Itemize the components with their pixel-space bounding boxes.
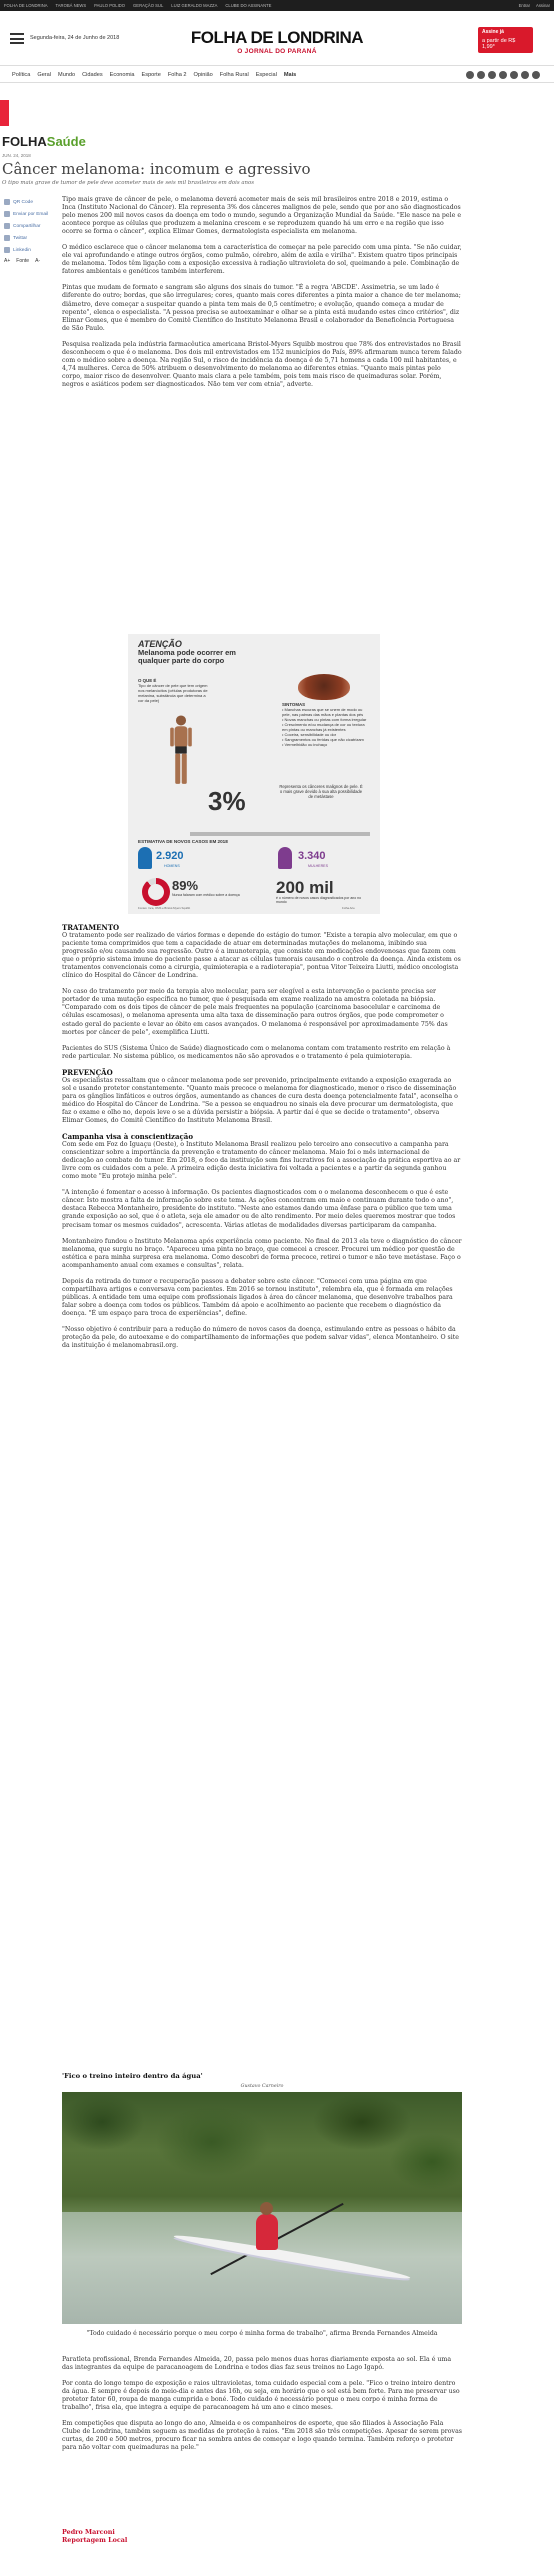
men-cases-value: 2.920 bbox=[156, 850, 184, 862]
site-logo[interactable]: FOLHA DE LONDRINA bbox=[190, 28, 364, 47]
nav-item-politica[interactable]: Política bbox=[12, 71, 31, 78]
nav-item-cidades[interactable]: Cidades bbox=[82, 71, 103, 78]
font-label: Fonte bbox=[16, 258, 30, 264]
skin-cancer-share-note: Representa os cânceres malignos de pele. É o mais grave devido à sua alta possibilidade de metástase bbox=[279, 784, 363, 799]
melanoma-infographic bbox=[128, 634, 380, 914]
share-linkedin[interactable] bbox=[4, 244, 54, 256]
skin-lesion-illustration bbox=[298, 674, 350, 700]
youtube-icon[interactable] bbox=[510, 71, 518, 79]
what-is-text: Tipo de câncer de pele que tem origem nos melanócitos (células produtoras de melanina, substância que determina a cor da pele) bbox=[138, 683, 208, 703]
symptom-item: • Sangramentos ou feridas que não cicatrizam bbox=[282, 737, 364, 742]
masthead bbox=[0, 11, 554, 66]
symptom-item: • Manchas escuras que se unem de modo ou pele, nas palmas das mãos e plantas dos pés bbox=[282, 707, 364, 717]
photo-caption: "Todo cuidado é necessário porque o meu corpo é minha forma de trabalho", afirma Brenda Fernandes Almeida bbox=[86, 2330, 438, 2337]
what-is-title: O QUE É bbox=[138, 678, 157, 683]
symptoms-title: SINTOMAS bbox=[282, 702, 306, 707]
subscribe-promo-button[interactable] bbox=[478, 27, 533, 53]
facebook-icon bbox=[4, 223, 10, 229]
infographic-title: ATENÇÃO bbox=[138, 639, 182, 649]
section-heading-campanha: Campanha visa à conscientização bbox=[62, 1132, 194, 1142]
topbar-link[interactable]: LUIZ GERALDO MAZZA bbox=[171, 3, 218, 8]
qr-code-icon bbox=[4, 199, 10, 205]
section-logo bbox=[2, 134, 86, 149]
article-body-intro bbox=[62, 196, 462, 397]
section-heading-prevencao: PREVENÇÃO bbox=[62, 1067, 113, 1077]
never-talked-text: Nunca falaram com médico sobre a doença bbox=[172, 893, 240, 897]
human-body-illustration bbox=[166, 714, 196, 786]
article-body-main bbox=[62, 924, 462, 1358]
paragraph: Os especialistas ressaltam que o câncer melanoma pode ser prevenido, principalmente evitando a exposição exagerada ao sol e usando protetor constantemente. "Quanto mais precoce o melanoma for diagnosticado, menor o risco de disseminação para os gânglios linfáticos e outros órgãos, aumentando as chances de cura desta doença potencialmente fatal", aconselha o médico do Hospital do Câncer de Londrina. "Se a pessoa se enquadrou no sinais ela deve procurar um dermatologista, que faz o exame e olho no, depois leve o se a dúvida persistir a biópsia. A partir daí é que se decide o tratamento", observa Elimar Gomes, do Comitê Científico do Instituto Melanoma Brasil. bbox=[62, 1076, 458, 1124]
symptom-item: • Crescimento e/ou mudança de cor ou textura em pintas ou manchas já existentes bbox=[282, 722, 365, 732]
twitter-icon bbox=[4, 235, 10, 241]
top-bar bbox=[0, 0, 554, 11]
infographic-credit: Folha Arte bbox=[342, 906, 355, 910]
social-links bbox=[466, 71, 540, 79]
paragraph: Por conta do longo tempo de exposição e raios ultravioletas, toma cuidado especial com a pele. "Fico o treino inteiro dentro da água. E sempre é depois do meio-dia e antes das 16h, ou seja, em horário que o sol está bem forte. Para me preservar uso protetor fator 60, roupa de manga cumprida e boné. Todo cuidado é necessário porque o meu corpo é minha forma de trabalho", frisa ela, que integra a equipe de paracanoagem há um ano e cinco meses. bbox=[62, 2380, 460, 2412]
paragraph: Montanheiro fundou o Instituto Melanoma após experiência como paciente. No final de 2013 ela teve o diagnóstico do câncer melanoma, que surgiu no braço. "Apareceu uma pinta no braço, que comecei a crescer. Procurei um médico por questão de estética e para minha surpresa era melanoma. Como descobri de forma precoce, retirei o tumor e não teve metástase. Faço o acompanhamento anual com exames e consultas", relata. bbox=[62, 1237, 462, 1269]
whatsapp-icon[interactable] bbox=[466, 71, 474, 79]
site-tagline: O JORNAL DO PARANÁ bbox=[237, 48, 317, 55]
author-name[interactable]: Pedro Marconi bbox=[62, 2528, 115, 2536]
paragraph: No caso do tratamento por meio da terapia alvo molecular, para ser elegível a esta intervenção o paciente precisa ser portador de uma mutação específica no tumor, que é pesquisada em exame realizado na amostra coletada na biópsia. "Comparado com os dois tipos de câncer de pele mais frequentes na população (carcinoma basocelular e carcinoma de células escamosas), o melanoma apresenta uma alta taxa de disseminação para outros órgãos, que pode comprometer o estado geral do paciente e levar ao óbito em casos avançados. O melanoma é responsável por aproximadamente 75% das mortes por câncer de pele", exemplifica Liutti. bbox=[62, 988, 448, 1036]
paragraph: "Nosso objetivo é contribuir para a redução do número de novos casos da doença, estimulando entre as pessoas o hábito da proteção da pele, do autoexame e do compartilhamento de informações que podem salvar vidas", elenca Montanheiro. O site da instituição é melanomabrasil.org. bbox=[62, 1325, 459, 1350]
topbar-link[interactable]: PAULO POLIDO bbox=[94, 3, 126, 8]
font-decrease-button[interactable]: A- bbox=[35, 258, 41, 264]
symptom-item: • Coceira, sensibilidade ou dor bbox=[282, 732, 337, 737]
infographic-symptoms bbox=[282, 702, 370, 747]
male-icon bbox=[138, 847, 152, 869]
author-role: Reportagem Local bbox=[62, 2536, 128, 2544]
share-label: QR Code bbox=[13, 199, 33, 205]
nav-item-folha-rural[interactable]: Folha Rural bbox=[219, 71, 249, 78]
share-twitter[interactable] bbox=[4, 232, 54, 244]
yearly-cases-text: é o número de novos casos diagnosticados por ano no mundo bbox=[276, 896, 362, 905]
paragraph: "A intenção é fomentar o acesso à informação. Os pacientes diagnosticados com o o melanoma desconhecem o que é este câncer. Isto mostra a falta de informação sobre este tema. As ações concentram em maio e continuam durante todo o ano", destaca Rebecca Montanheiro, presidente do instituto. "Neste ano estamos dando uma ênfase para o público que tem uma grande exposição ao sol, que é o atleta, seja ele amador ou de alto rendimento. Por meio deles queremos mostrar que todos precisam tomar os mesmos cuidados", acrescenta. Várias atletas de modalidades diversas participaram da campanha. bbox=[62, 1189, 456, 1229]
symptom-item: • Novas manchas ou pintas com forma irregular bbox=[282, 717, 367, 722]
paragraph: O tratamento pode ser realizado de vários formas e depende do estágio do tumor. "Existe a terapia alvo molecular, em que o paciente toma comprimidos que tem a capacidade de atuar em determinadas mutações do melanoma, inibindo sua progressão e/ou causando sua regressão. Outro é a imunoterapia, que consiste em medicações endovenosas que fazem com que o próprio sistema imune do paciente passe a atacar as células tumorais causando o controle da doença. Ainda existem os tratamentos convencionais como a cirurgia, quimioterapia e a radioterapia", pontua Vitor Teixeira Liutti, médico oncologista clínico do Hospital do Câncer de Londrina. bbox=[62, 932, 461, 980]
article-body-final bbox=[62, 2356, 462, 2460]
current-date: Segunda-feira, 24 de Junho de 2018 bbox=[30, 35, 120, 41]
symptom-item: • Vermelhidão ou inchaço bbox=[282, 742, 328, 747]
nav-item-mundo[interactable]: Mundo bbox=[58, 71, 76, 78]
photo-credit: Gustavo Carneiro bbox=[240, 2084, 284, 2089]
photo-athlete bbox=[256, 2214, 278, 2250]
search-icon[interactable] bbox=[532, 71, 540, 79]
photo-section-title: 'Fico o treino inteiro dentro da água' bbox=[62, 2072, 203, 2080]
twitter-icon[interactable] bbox=[488, 71, 496, 79]
share-label: Enviar por Email bbox=[13, 211, 49, 217]
article-headline: Câncer melanoma: incomum e agressivo bbox=[2, 160, 311, 178]
infographic-what-is bbox=[138, 678, 210, 703]
never-talked-pct: 89% bbox=[172, 878, 199, 893]
side-tab[interactable] bbox=[0, 100, 9, 126]
topbar-link[interactable]: FOLHA DE LONDRINA bbox=[4, 3, 48, 8]
nav-item-esporte[interactable]: Esporte bbox=[141, 71, 161, 78]
nav-item-mais[interactable]: Mais bbox=[283, 71, 297, 78]
subscribe-link[interactable]: Assinar bbox=[536, 3, 550, 8]
email-icon bbox=[4, 211, 10, 217]
share-label: Compartilhar bbox=[13, 223, 41, 229]
paragraph: Paratleta profissional, Brenda Fernandes Almeida, 20, passa pelo menos duas horas diariamente exposta ao sol. Ela é uma das integrantes da equipe de paracanoagem de Londrina e todos dias faz seus treinos no Lago Igapó. bbox=[62, 2356, 452, 2372]
article-subhead: O tipo mais grave de tumor de pele deve acometer mais de seis mil brasileiros em dois anos bbox=[2, 180, 255, 186]
nav-item-especial[interactable]: Especial bbox=[255, 71, 277, 78]
men-cases-label: HOMENS bbox=[164, 864, 180, 868]
women-cases-value: 3.340 bbox=[298, 850, 326, 862]
topbar-link[interactable]: TAROBÁ NEWS bbox=[55, 3, 87, 8]
photo-athlete-head bbox=[260, 2202, 273, 2215]
women-cases-label: MULHERES bbox=[308, 864, 328, 868]
font-increase-button[interactable]: A+ bbox=[4, 258, 11, 264]
nav-item-folha2[interactable]: Folha 2 bbox=[167, 71, 187, 78]
section-logo-a: FOLHA bbox=[2, 134, 47, 149]
section-logo-b: Saúde bbox=[46, 134, 86, 149]
yearly-cases-value: 200 mil bbox=[276, 878, 334, 897]
paragraph: Pacientes do SUS (Sistema Único de Saúde) diagnosticado com o melanoma contam com tratamento restrito em relação à rede particular. No sistema público, os medicamentos não são aprovados e o tratamento é pela quimioterapia. bbox=[62, 1044, 451, 1060]
athlete-kayak-photo bbox=[62, 2092, 462, 2324]
rss-icon[interactable] bbox=[521, 71, 529, 79]
login-link[interactable]: Entrar bbox=[518, 3, 531, 8]
nav-item-opiniao[interactable]: Opinião bbox=[193, 71, 213, 78]
percentage-donut bbox=[142, 878, 170, 906]
paragraph: O médico esclarece que o câncer melanoma tem a característica de começar na pele parecido com uma pinta. "Se não cuidar, ele vai aprofundando e atinge outros órgãos, como pulmão, cérebro, além de axila e virilha". Existem quatro tipos principais de melanoma. Todos têm ligação com a exposição excessiva à radiação ultravioleta do sol, queimando a pele. Combinação de fatores ambientais e genéticos também interferem. bbox=[62, 244, 462, 276]
share-sidebar bbox=[4, 196, 54, 266]
paragraph: Depois da retirada do tumor e recuperação passou a debater sobre este câncer. "Comecei com uma página em que compartilhava artigos e conversava com pacientes. Em 2016 se tornou instituto", relembra ela, que é formada em relações públicas. A entidade tem uma equipe com profissionais ligados à área do câncer melanoma, que desenvolve trabalhos para falar sobre a doença com todos os públicos. Também dá apoio e acolhimento ao paciente que recebem o diagnóstico da doença. "É um espaço para troca de experiências", define. bbox=[62, 1277, 453, 1317]
article-byline bbox=[62, 2528, 127, 2544]
linkedin-icon bbox=[4, 247, 10, 253]
estimate-label: ESTIMATIVA DE NOVOS CASOS EM 2018 bbox=[138, 839, 228, 844]
promo-price: a partir de R$ 1,99* bbox=[482, 38, 516, 50]
skin-cancer-share: 3% bbox=[208, 786, 246, 816]
facebook-icon[interactable] bbox=[477, 71, 485, 79]
paragraph: Em competições que disputa ao longo do ano, Almeida e os companheiros de esporte, que são filiados à Associação Fala Clube de Londrina, também seguem as medidas de proteção à raios. "Em 2018 são três competições. Apesar de serem provas curtas, de 200 e 500 metros, procuro ficar na sombra antes de começar e logo quando termina. Também reforço o protetor para não voltar com queimaduras na pele." bbox=[62, 2420, 462, 2452]
paragraph: Com sede em Foz do Iguaçu (Oeste), o Instituto Melanoma Brasil realizou pelo terceiro ano consecutivo a campanha para conscientizar sobre a importância da prevenção e tratamento do câncer melanoma. Maio foi o mês internacional de dedicação ao combate do tumor. Em 2018, o foco da instituição sem fins lucrativos foi a associação da prática esportiva ao ar livre com os cuidados com a pele. A primeira edição desta iniciativa foi voltada a pacientes e a partir da segunda ganhou como mote "Eu protejo minha pele". bbox=[62, 1141, 461, 1181]
nav-item-geral[interactable]: Geral bbox=[37, 71, 52, 78]
section-heading-tratamento: TRATAMENTO bbox=[62, 923, 120, 932]
font-size-control bbox=[4, 256, 54, 266]
promo-title: Assine já bbox=[482, 29, 504, 35]
paragraph: Pesquisa realizada pela indústria farmacêutica americana Bristol-Myers Squibb mostrou que 78% dos entrevistados no Brasil desconhecem o que é o melanoma. Dos dois mil entrevistados em 152 municípios do País, 89% afirmaram nunca terem falado com o médico sobre a doença. Na região Sul, o risco de incidência da doença é de 5,71 homens a cada 100 mil habitantes, e 4,74 mulheres. Cerca de 50% atribuem o desenvolvimento do melanoma ao diferentes etnias. "Quanto mais pintas pelo corpo, maior risco de desenvolver. Quanto mais clara a pele também, pois tem mais risco de queimaduras solar. Porém, negros e asiáticos podem ser diagnosticados. Não tem ver com etnia", adverte. bbox=[62, 340, 462, 388]
photo-trees bbox=[62, 2092, 462, 2202]
topbar-link[interactable]: GERAÇÃO SUL bbox=[133, 3, 164, 8]
instagram-icon[interactable] bbox=[499, 71, 507, 79]
nav-item-economia[interactable]: Economia bbox=[109, 71, 135, 78]
topbar-link[interactable]: CLUBE DO ASSINANTE bbox=[225, 3, 272, 8]
female-icon bbox=[278, 847, 292, 869]
share-label: Linkedin bbox=[13, 247, 31, 253]
share-email[interactable] bbox=[4, 208, 54, 220]
infographic-subtitle: Melanoma pode ocorrer em qualquer parte do corpo bbox=[138, 648, 236, 665]
infographic-divider bbox=[190, 832, 370, 836]
share-qrcode[interactable] bbox=[4, 196, 54, 208]
paragraph: Pintas que mudam de formato e sangram são alguns dos sinais do tumor. "É a regra 'ABCDE'. Assimetria, se um lado é diferente do outro; bordas, que são irregulares; cores, quanto mais cores diferentes a pinta maior a chance de ter melanoma; diâmetro, deve começar a suspeitar quando a pinta tem mais de 0,5 centímetro; e evolução, quando começa a mudar de repente", elenca o especialista. "A pessoa precisa se autoexaminar e olhar se a pinta está mudando estes cinco critérios", diz Elimar Gomes, que é membro do Comitê Científico do Instituto Melanoma Brasil e colaborador da Beneficência Portuguesa de São Paulo. bbox=[62, 284, 461, 332]
share-facebook[interactable] bbox=[4, 220, 54, 232]
share-label: Twittar bbox=[13, 235, 28, 241]
menu-icon[interactable] bbox=[10, 33, 24, 44]
infographic-source: Fontes: Inca, OMS e Bristol-Myers Squibb bbox=[138, 906, 191, 910]
publication-date: JUN. 24, 2018 bbox=[2, 153, 31, 158]
paragraph: Tipo mais grave de câncer de pele, o melanoma deverá acometer mais de seis mil brasileiros entre 2018 e 2019, estima o Inca (Instituto Nacional do Câncer). Ela representa 3% dos cânceres malignos de pele, sendo que por ano são diagnosticados pelo menos 200 mil novos casos da doença em todo o mundo, segundo a Organização Mundial da Saúde. "Ele nasce na pele e acontece porque as células que produzem a melanina crescem e se reproduzem quando há um erro e na região que isso ocorre se forma o câncer", explica Elimar Gomes, dermatologista especialista em melanoma. bbox=[62, 196, 462, 236]
